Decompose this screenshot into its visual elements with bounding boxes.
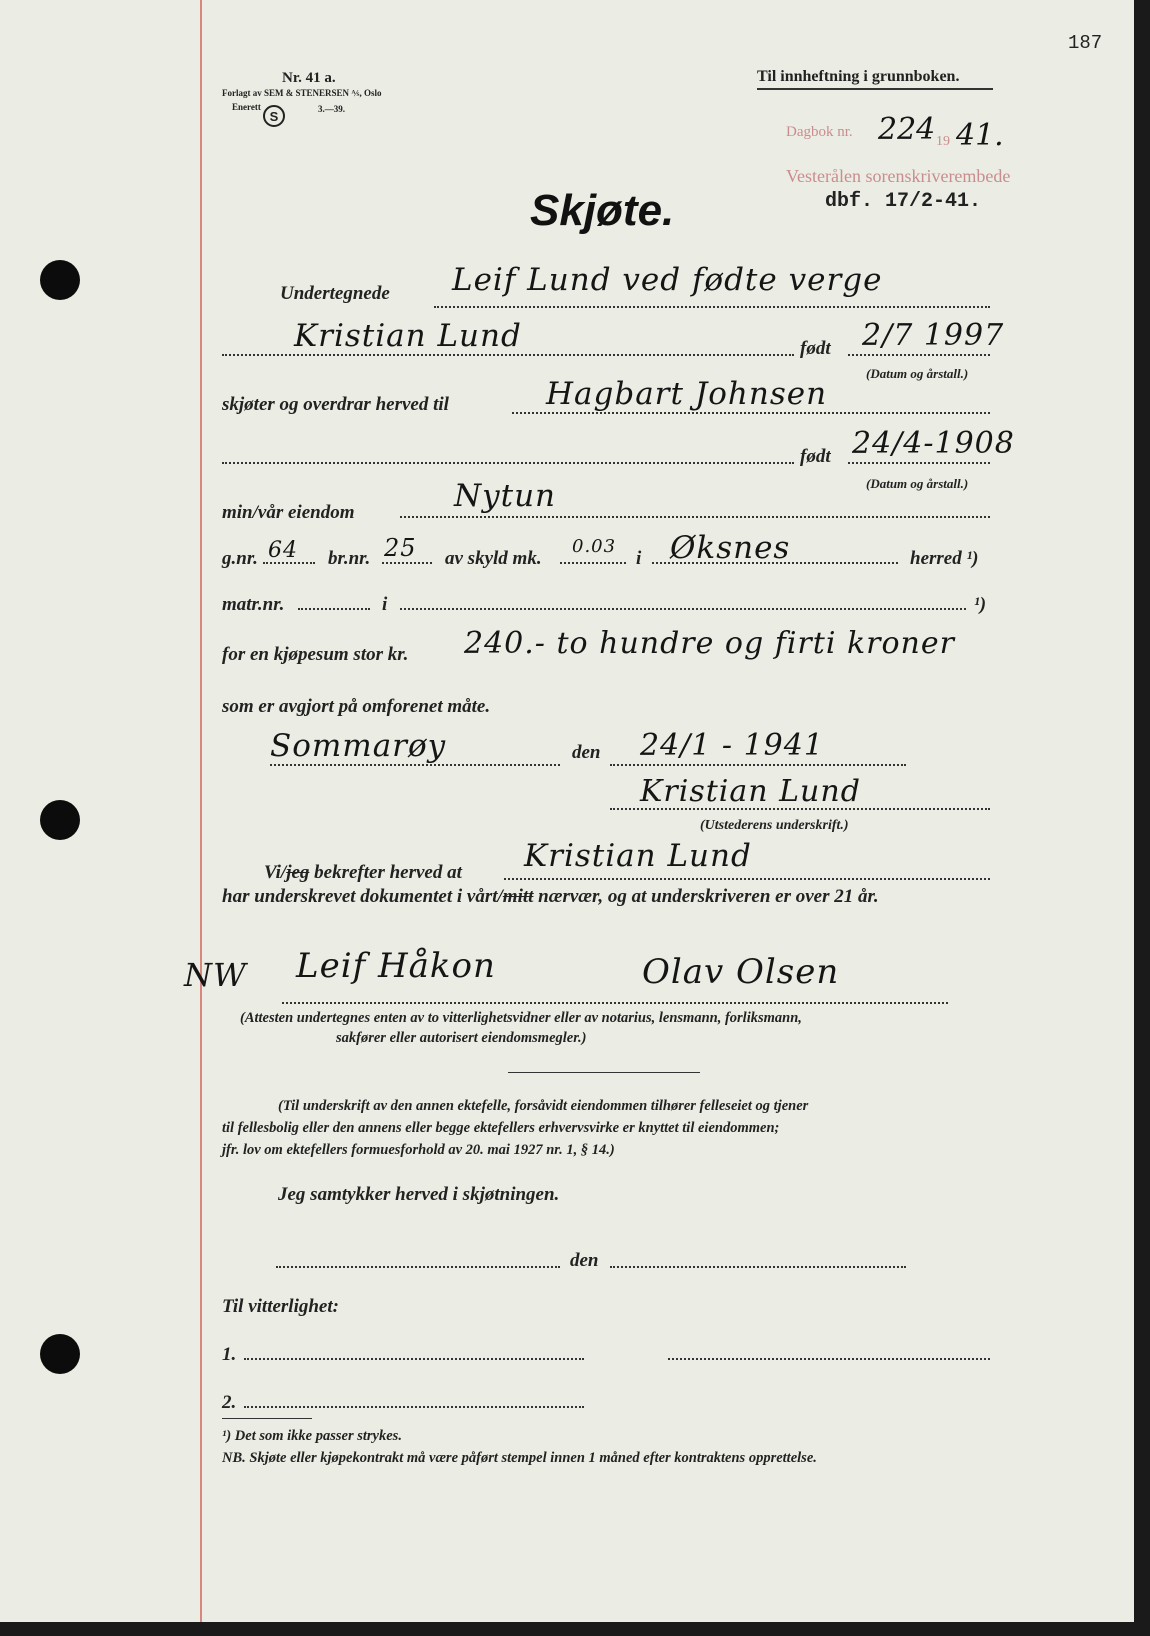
born-date-buyer: 24/4-1908 — [852, 426, 1015, 461]
price-value: 240.- to hundre og firti kroner — [464, 626, 955, 661]
buyer-line — [512, 412, 990, 414]
born-line — [848, 354, 990, 356]
born-line-2 — [848, 462, 990, 464]
property-line — [400, 516, 990, 518]
separator-rule — [508, 1072, 700, 1073]
consent-date-line — [610, 1266, 906, 1268]
footnote-nb: NB. Skjøte eller kjøpekontrakt må være påført stempel innen 1 måned efter kontraktens opprettelse. — [222, 1450, 817, 1466]
label-born-2: født — [800, 446, 831, 467]
label-transfers: skjøter og overdrar herved til — [222, 394, 449, 415]
stamp-diary-label: Dagbok nr. — [786, 124, 853, 140]
stamp-year: 41. — [956, 118, 1004, 153]
witness-2-number: 2. — [222, 1392, 237, 1413]
consent-place-line — [276, 1266, 560, 1268]
buyer-name: Hagbart Johnsen — [546, 376, 828, 412]
spouse-note-3: jfr. lov om ektefellers formuesforhold av 20. mai 1927 nr. 1, § 14.) — [222, 1142, 615, 1158]
label-property: min/vår eiendom — [222, 502, 355, 523]
stamp-year-prefix: 19 — [936, 134, 950, 149]
consent-text: Jeg samtykker herved i skjøtningen. — [278, 1184, 560, 1205]
publisher-rights: Enerett — [232, 102, 261, 112]
header-underline — [757, 88, 993, 90]
punch-hole — [40, 260, 80, 300]
bnr-line — [382, 562, 432, 564]
skyld-value: 0.03 — [572, 536, 617, 557]
document-title: Skjøte. — [530, 186, 675, 235]
label-gnr: g.nr. — [222, 548, 258, 569]
property-name: Nytun — [454, 478, 557, 514]
spouse-note-2: til fellesbolig eller den annens eller begge ektefellers erhvervsvirke er knyttet til eiendommen; — [222, 1120, 780, 1136]
form-number: Nr. 41 a. — [282, 70, 336, 86]
svg-text:S: S — [269, 109, 279, 124]
witness-signature-1: Leif Håkon — [296, 946, 496, 986]
witness-1-line — [244, 1358, 584, 1360]
label-matr: matr.nr. — [222, 594, 285, 615]
issuer-signature: Kristian Lund — [640, 774, 861, 809]
registration-stamp: dbf. 17/2-41. — [825, 190, 982, 213]
undersigned-name-2: Kristian Lund — [294, 318, 522, 354]
witness-marker: NW — [184, 956, 247, 994]
page-number: 187 — [1068, 32, 1103, 54]
issuer-caption: (Utstederens underskrift.) — [700, 818, 849, 833]
label-witness-block: Til vitterlighet: — [222, 1296, 339, 1317]
label-we: Vi/jeg bekrefter herved at — [264, 862, 462, 883]
label-date-2: den — [570, 1250, 599, 1271]
buyer-line-2 — [222, 462, 794, 464]
undersigned-name: Leif Lund ved fødte verge — [452, 262, 883, 298]
herred-name: Øksnes — [670, 530, 791, 566]
witness-signature-2: Olav Olsen — [642, 952, 840, 992]
margin-rule — [200, 0, 202, 1622]
bnr-value: 25 — [384, 534, 417, 562]
attestation-note-2: sakfører eller autorisert eiendomsmegler.) — [336, 1030, 587, 1046]
stamp-office: Vesterålen sorenskriverembede — [786, 166, 1011, 186]
punch-hole — [40, 1334, 80, 1374]
skyld-line — [560, 562, 626, 564]
gnr-value: 64 — [268, 538, 298, 563]
label-herred: herred ¹) — [910, 548, 979, 569]
spouse-note-1: (Til underskrift av den annen ektefelle, forsåvidt eiendommen tilhører felleseiet og tjener — [278, 1098, 809, 1114]
stamp-diary-number: 224 — [878, 112, 936, 147]
born-date-seller: 2/7 1997 — [862, 318, 1005, 353]
witnessed-name: Kristian Lund — [524, 838, 752, 874]
label-skyld: av skyld mk. — [445, 548, 542, 569]
attestation-note-1: (Attesten undertegnes enten av to vitterlighetsvidner eller av notarius, lensmann, forliksmann, — [240, 1010, 802, 1026]
publisher-date: 3.—39. — [318, 104, 345, 114]
label-date: den — [572, 742, 601, 763]
witness-line — [504, 878, 990, 880]
footnote-marker: ¹) — [974, 594, 987, 615]
label-i-2: i — [382, 594, 388, 615]
label-bnr: br.nr. — [328, 548, 371, 569]
label-born: født — [800, 338, 831, 359]
sign-date: 24/1 - 1941 — [640, 728, 824, 763]
matr-line — [298, 608, 370, 610]
place-name: Sommarøy — [270, 728, 447, 764]
witness-2-line — [244, 1406, 584, 1408]
date-caption: (Datum og årstall.) — [866, 366, 969, 381]
label-signed: har underskrevet dokumentet i vårt/mitt nærvær, og at underskriveren er over 21 år. — [222, 886, 879, 907]
witness-1-number: 1. — [222, 1344, 237, 1365]
label-i: i — [636, 548, 642, 569]
publisher-logo-icon — [262, 104, 286, 128]
witness-1b-line — [668, 1358, 990, 1360]
footnote-rule — [222, 1418, 312, 1419]
label-undersigned: Undertegnede — [280, 283, 390, 304]
label-price: for en kjøpesum stor kr. — [222, 644, 409, 665]
date-line — [610, 764, 906, 766]
label-settled: som er avgjort på omforenet måte. — [222, 696, 491, 717]
header-note: Til innheftning i grunnboken. — [757, 68, 960, 85]
punch-hole — [40, 800, 80, 840]
matr-i-line — [400, 608, 966, 610]
footnote-1: ¹) Det som ikke passer strykes. — [222, 1428, 402, 1444]
place-line — [270, 764, 560, 766]
publisher-line: Forlagt av SEM & STENERSEN ⅍, Oslo — [222, 88, 382, 98]
date-caption-2: (Datum og årstall.) — [866, 476, 969, 491]
undersigned-line-2 — [222, 354, 794, 356]
undersigned-line — [434, 306, 990, 308]
witness-signatures-line — [282, 1002, 948, 1004]
